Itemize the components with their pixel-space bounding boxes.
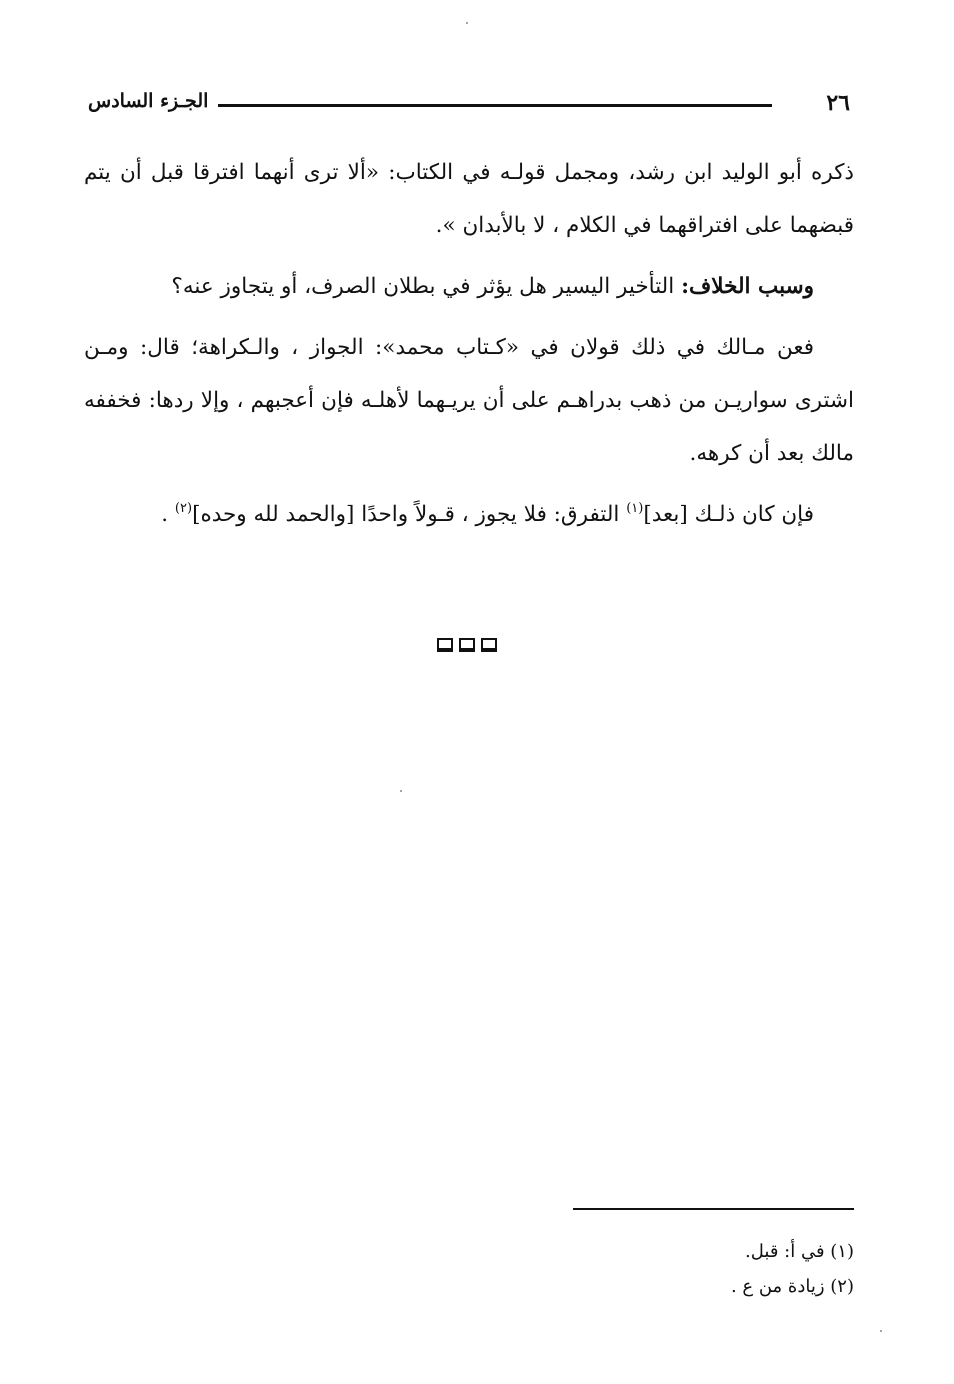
final-part-2: التفرق: فلا يجوز ، قـولاً واحدًا [والحمد لله وحده]	[192, 502, 620, 527]
scan-speck	[466, 22, 468, 24]
section-title: الجـزء السادس	[88, 90, 209, 112]
paragraph-final	[84, 488, 854, 541]
paragraph-khilaf	[84, 260, 854, 313]
page-number: ٢٦	[826, 90, 850, 116]
paragraph-ibn-rushd: ذكره أبو الوليد ابن رشد، ومجمل قولـه في الكتاب: «ألا ترى أنهما افترقا قبل أن يتم قبضهما على افتراقهما في الكلام ، لا بالأبدان ».	[84, 160, 854, 238]
body-text	[84, 146, 854, 549]
scan-speck	[880, 1330, 882, 1332]
paragraph-malik: فعن مـالك في ذلك قولان في «كـتاب محمد»: الجواز ، والـكراهة؛ قال: ومـن اشترى سواريـن من ذهب بدراهـم على أن يريـهما لأهلـه فإن أعجبهم ، وإلا ردها: فخففه مالك بعد أن كرهه.	[84, 335, 854, 466]
page-header	[88, 84, 850, 124]
final-part-1: فإن كان ذلـك [بعد]	[643, 502, 814, 527]
footnote-mark-2[interactable]: (٢)	[174, 501, 193, 516]
ornament-square-icon	[459, 638, 475, 652]
khilaf-text: التأخير اليسير هل يؤثر في بطلان الصرف، أو يتجاوز عنه؟	[171, 274, 675, 299]
scan-speck	[400, 790, 402, 792]
section-end-ornament	[437, 638, 511, 658]
khilaf-lead: وسبب الخلاف:	[681, 274, 814, 299]
header-rule	[218, 104, 772, 107]
ornament-square-icon	[437, 638, 453, 652]
footnote-1: (١) في أ: قبل.	[745, 1241, 854, 1262]
ornament-square-icon	[481, 638, 497, 652]
footnotes	[560, 1234, 854, 1304]
footnote-rule	[573, 1208, 854, 1210]
final-part-3: .	[161, 502, 175, 527]
footnote-2: (٢) زيادة من ع .	[730, 1276, 854, 1297]
footnote-mark-1[interactable]: (١)	[626, 501, 644, 516]
